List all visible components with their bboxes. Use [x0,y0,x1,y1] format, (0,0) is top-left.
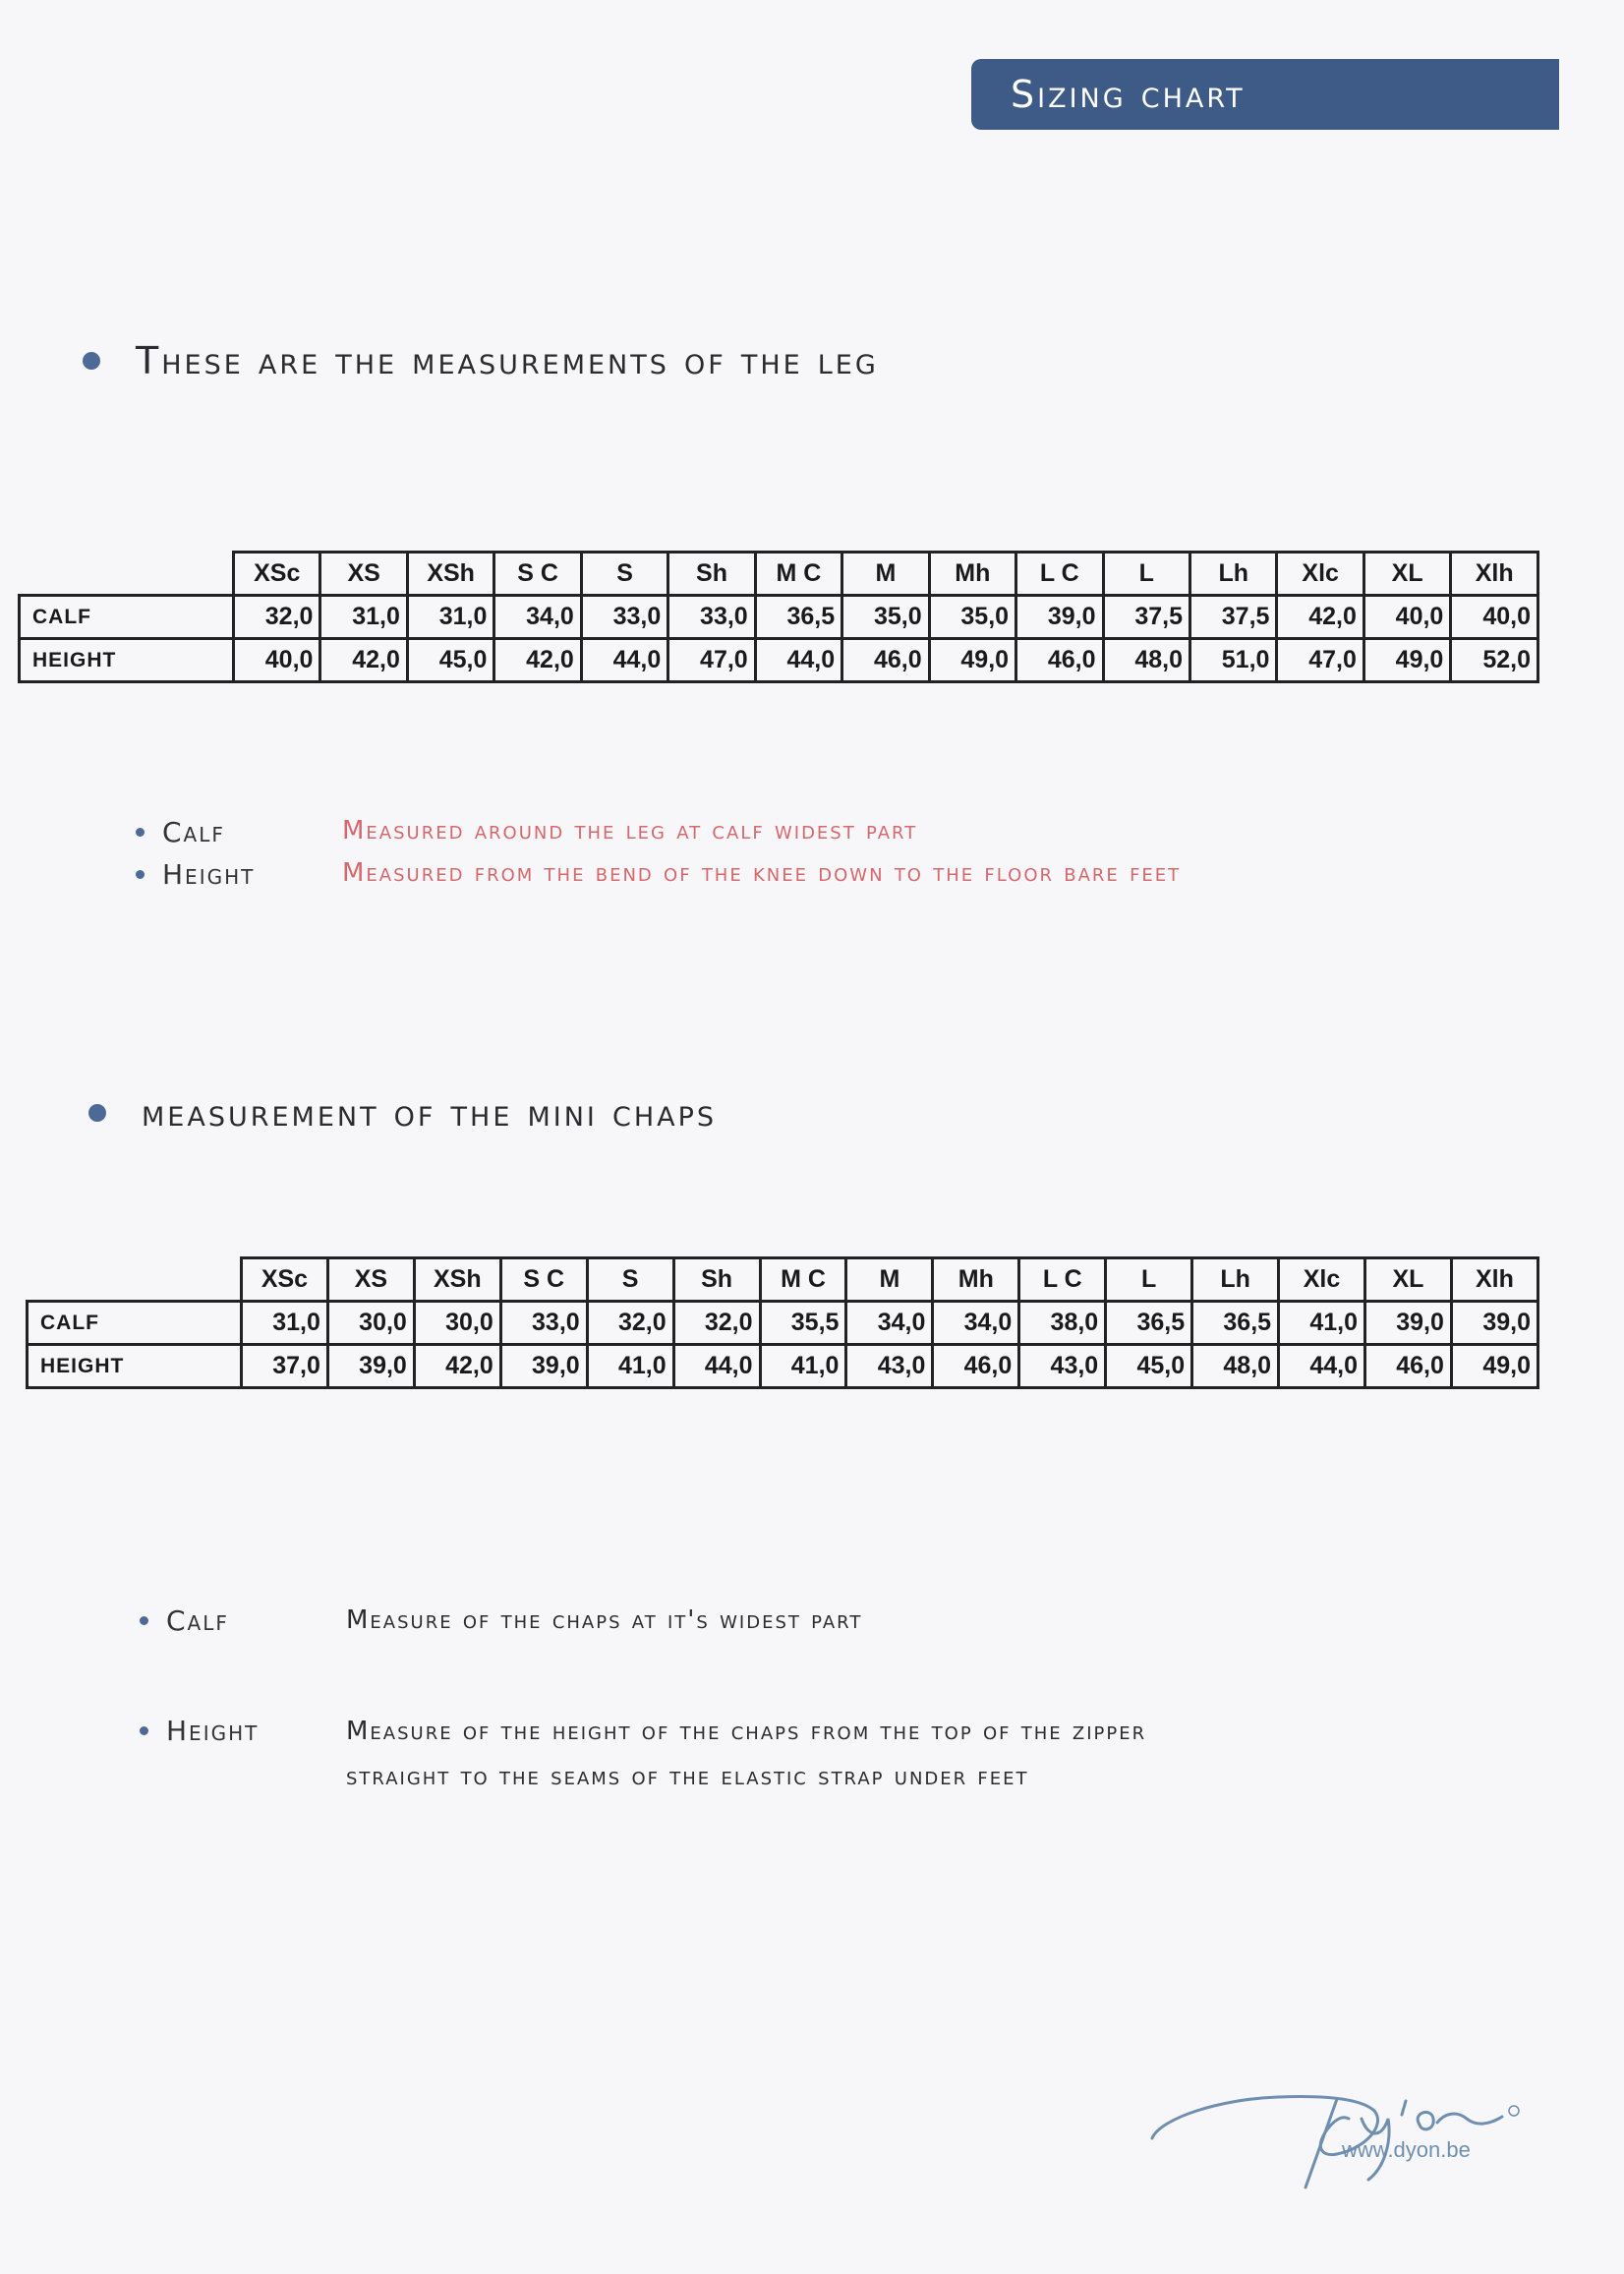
table-cell: 32,0 [587,1302,673,1345]
corner-cell [20,553,234,596]
size-column-header: XL [1364,1258,1451,1302]
table-cell: 39,0 [1364,1302,1451,1345]
size-column-header: Lh [1189,553,1276,596]
size-column-header: L C [1016,553,1103,596]
legend-description [346,1709,1146,1799]
chaps-section-heading-text: measurement of the mini chaps [142,1091,718,1135]
table-cell: 30,0 [414,1302,500,1345]
legend-term-label: Height [162,858,256,891]
chaps-section-heading [88,1091,717,1135]
table-cell: 41,0 [760,1345,846,1388]
table-cell: 46,0 [933,1345,1019,1388]
size-column-header: Mh [933,1258,1019,1302]
size-column-header: XL [1363,553,1450,596]
size-column-header: Xlc [1279,1258,1365,1302]
sizing-chart-banner [971,59,1559,130]
table-cell: 33,0 [581,596,667,639]
chaps-measurements-table [26,1256,1539,1389]
size-column-header: L C [1019,1258,1106,1302]
table-cell: 39,0 [1451,1302,1537,1345]
table-cell: 37,5 [1189,596,1276,639]
table-cell: 31,0 [407,596,493,639]
size-column-header: XSh [414,1258,500,1302]
size-column-header: XSc [242,1258,328,1302]
row-label: CALF [28,1302,242,1345]
table-cell: 41,0 [587,1345,673,1388]
legend-term-label: Calf [166,1603,229,1637]
bullet-icon [140,1616,148,1625]
legend-term-label: Height [166,1715,260,1747]
row-label: HEIGHT [28,1345,242,1388]
table-cell: 44,0 [673,1345,760,1388]
legend-term [136,858,342,891]
table-cell: 47,0 [1277,639,1363,682]
table-cell: 39,0 [1016,596,1103,639]
table-cell: 48,0 [1103,639,1189,682]
table-cell: 36,5 [755,596,841,639]
table-cell: 51,0 [1189,639,1276,682]
table-cell: 42,0 [320,639,407,682]
table-cell: 47,0 [668,639,755,682]
size-column-header: M C [755,553,841,596]
table-cell: 35,0 [842,596,929,639]
table-cell: 38,0 [1019,1302,1106,1345]
size-column-header: M [846,1258,933,1302]
table-cell: 32,0 [234,596,320,639]
legend-term [140,1709,346,1799]
table-cell: 40,0 [234,639,320,682]
row-label: CALF [20,596,234,639]
legend-description-line: straight to the seams of the elastic strap under feet [346,1762,1029,1791]
table-cell: 49,0 [929,639,1015,682]
table-header-row [28,1258,1538,1302]
table-row [28,1345,1538,1388]
table-cell: 42,0 [494,639,581,682]
dyon-logo [1140,2060,1534,2197]
table-cell: 45,0 [407,639,493,682]
legend-description: Measured from the bend of the knee down to the floor bare feet [342,858,1182,888]
table-cell: 43,0 [846,1345,933,1388]
table-cell: 46,0 [1364,1345,1451,1388]
table-cell: 52,0 [1451,639,1538,682]
table-cell: 43,0 [1019,1345,1106,1388]
leg-measurements-table [18,551,1539,683]
size-column-header: S [581,553,667,596]
row-label: HEIGHT [20,639,234,682]
size-column-header: S [587,1258,673,1302]
legend-description: Measure of the chaps at it's widest part [346,1605,863,1635]
table-cell: 34,0 [494,596,581,639]
leg-section-heading [83,339,879,382]
banner-title: Sizing chart [1011,73,1246,116]
chaps-legend-height [140,1709,1146,1799]
table-cell: 45,0 [1106,1345,1192,1388]
table-cell: 31,0 [320,596,407,639]
table-cell: 42,0 [414,1345,500,1388]
table-cell: 44,0 [755,639,841,682]
table-cell: 34,0 [933,1302,1019,1345]
table-cell: 37,0 [242,1345,328,1388]
leg-legend-calf [136,816,917,848]
table-cell: 35,5 [760,1302,846,1345]
bullet-icon [88,1104,106,1122]
table-cell: 44,0 [581,639,667,682]
size-column-header: Lh [1192,1258,1279,1302]
bullet-icon [83,352,100,370]
legend-term [140,1603,346,1638]
table-cell: 35,0 [929,596,1015,639]
table-header-row [20,553,1538,596]
table-cell: 34,0 [846,1302,933,1345]
table-cell: 32,0 [673,1302,760,1345]
table-cell: 39,0 [327,1345,414,1388]
corner-cell [28,1258,242,1302]
table-cell: 39,0 [500,1345,587,1388]
legend-description: Measured around the leg at calf widest part [342,816,918,845]
table-cell: 41,0 [1279,1302,1365,1345]
size-column-header: Sh [673,1258,760,1302]
size-column-header: Sh [668,553,755,596]
table-cell: 31,0 [242,1302,328,1345]
legend-description-line: Measure of the height of the chaps from the top of the zipper [346,1717,1147,1746]
table-cell: 33,0 [500,1302,587,1345]
size-column-header: XSc [234,553,320,596]
table-cell: 49,0 [1363,639,1450,682]
size-column-header: XS [320,553,407,596]
legend-term-label: Calf [162,816,225,848]
table-cell: 36,5 [1106,1302,1192,1345]
table-cell: 42,0 [1277,596,1363,639]
size-column-header: XS [327,1258,414,1302]
table-row [20,596,1538,639]
size-column-header: S C [494,553,581,596]
bullet-icon [136,870,145,879]
table-cell: 48,0 [1192,1345,1279,1388]
table-cell: 40,0 [1451,596,1538,639]
size-column-header: Xlh [1451,553,1538,596]
size-column-header: L [1103,553,1189,596]
table-cell: 44,0 [1279,1345,1365,1388]
size-column-header: M C [760,1258,846,1302]
bullet-icon [140,1726,148,1735]
table-cell: 36,5 [1192,1302,1279,1345]
table-cell: 46,0 [1016,639,1103,682]
size-column-header: Mh [929,553,1015,596]
size-column-header: XSh [407,553,493,596]
legend-term [136,816,342,848]
table-cell: 40,0 [1363,596,1450,639]
size-column-header: Xlh [1451,1258,1537,1302]
table-cell: 30,0 [327,1302,414,1345]
size-column-header: L [1106,1258,1192,1302]
table-row [20,639,1538,682]
table-cell: 33,0 [668,596,755,639]
table-row [28,1302,1538,1345]
chaps-legend-calf [140,1603,862,1638]
leg-section-heading-text: These are the measurements of the leg [136,339,879,382]
bullet-icon [136,828,145,837]
size-column-header: Xlc [1277,553,1363,596]
table-cell: 37,5 [1103,596,1189,639]
size-column-header: S C [500,1258,587,1302]
table-cell: 49,0 [1451,1345,1537,1388]
website-link[interactable]: www.dyon.be [1342,2137,1471,2162]
size-column-header: M [842,553,929,596]
table-cell: 46,0 [842,639,929,682]
leg-legend-height [136,858,1181,891]
